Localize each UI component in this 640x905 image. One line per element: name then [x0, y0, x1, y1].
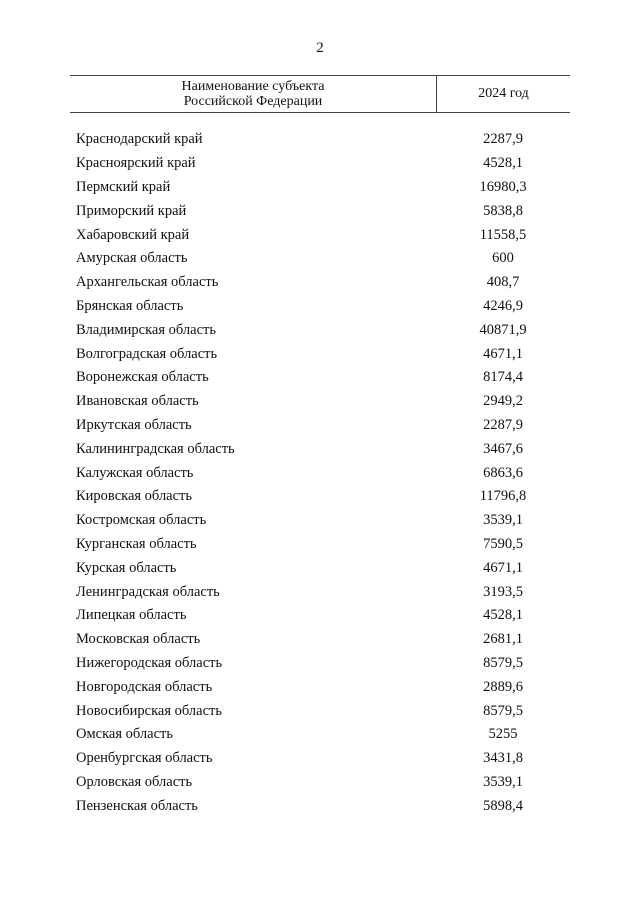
table-row: [70, 604, 570, 628]
table-row: [70, 223, 570, 247]
region-name: Пермский край: [76, 178, 171, 195]
region-value: 408,7: [486, 274, 520, 291]
table-header: [70, 75, 570, 113]
table-row: [70, 437, 570, 461]
region-value: 40871,9: [479, 321, 527, 338]
region-value: 16980,3: [479, 178, 527, 195]
table-row: [70, 652, 570, 676]
table-row: [70, 461, 570, 485]
region-value: 4671,1: [483, 345, 523, 362]
table-row: [70, 366, 570, 390]
region-value: 3193,5: [483, 583, 523, 600]
region-name: Хабаровский край: [76, 226, 190, 243]
region-value: 3467,6: [483, 440, 523, 457]
region-name: Волгоградская область: [76, 345, 218, 362]
region-name: Амурская область: [76, 250, 188, 267]
region-value: 8579,5: [483, 702, 523, 719]
region-name: Пензенская область: [76, 797, 198, 814]
table-row: [70, 771, 570, 795]
region-value: 4671,1: [483, 559, 523, 576]
table-row: [70, 414, 570, 438]
region-name: Брянская область: [76, 297, 184, 314]
table-row: [70, 747, 570, 771]
region-name: Курская область: [76, 559, 177, 576]
region-value: 3539,1: [483, 512, 523, 529]
region-name: Приморский край: [76, 202, 187, 219]
table-row: [70, 295, 570, 319]
region-value: 5838,8: [483, 202, 523, 219]
region-value: 5898,4: [483, 797, 523, 814]
table-row: [70, 533, 570, 557]
region-name: Оренбургская область: [76, 750, 213, 767]
region-name: Новгородская область: [76, 678, 213, 695]
header-region-column: [70, 76, 437, 112]
region-name: Архангельская область: [76, 274, 219, 291]
region-value: 2889,6: [483, 678, 523, 695]
table-row: [70, 390, 570, 414]
region-name: Новосибирская область: [76, 702, 222, 719]
region-value: 8174,4: [483, 369, 523, 386]
region-value: 3431,8: [483, 750, 523, 767]
table-row: [70, 152, 570, 176]
region-name: Ивановская область: [76, 393, 199, 410]
region-value: 2287,9: [483, 416, 523, 433]
region-name: Владимирская область: [76, 321, 216, 338]
table-row: [70, 176, 570, 200]
header-year-column: 2024 год: [478, 86, 529, 101]
region-name: Костромская область: [76, 512, 207, 529]
region-value: 8579,5: [483, 654, 523, 671]
region-value: 4246,9: [483, 297, 523, 314]
region-name: Краснодарский край: [76, 131, 203, 148]
region-name: Московская область: [76, 631, 201, 648]
table-row: [70, 723, 570, 747]
region-value: 11558,5: [479, 226, 527, 243]
table-row: [70, 485, 570, 509]
region-value: 4528,1: [483, 607, 523, 624]
region-name: Омская область: [76, 726, 173, 743]
region-name: Воронежская область: [76, 369, 209, 386]
table-row: [70, 794, 570, 818]
table-row: [70, 199, 570, 223]
table-row: [70, 675, 570, 699]
table-row: [70, 580, 570, 604]
region-name: Липецкая область: [76, 607, 187, 624]
region-value: 2949,2: [483, 393, 523, 410]
table-body: [70, 128, 570, 818]
region-name: Орловская область: [76, 773, 193, 790]
header-region-line2: Российской Федерации: [183, 94, 323, 109]
table-row: [70, 556, 570, 580]
region-value: 4528,1: [483, 155, 523, 172]
table-row: [70, 128, 570, 152]
region-name: Иркутская область: [76, 416, 192, 433]
region-value: 3539,1: [483, 773, 523, 790]
page-number: 2: [316, 40, 324, 56]
table-row: [70, 628, 570, 652]
region-name: Ленинградская область: [76, 583, 220, 600]
table-row: [70, 699, 570, 723]
region-value: 11796,8: [479, 488, 527, 505]
region-value: 600: [492, 250, 514, 267]
table-row: [70, 271, 570, 295]
region-name: Калининградская область: [76, 440, 235, 457]
region-name: Калужская область: [76, 464, 194, 481]
region-value: 2287,9: [483, 131, 523, 148]
region-name: Курганская область: [76, 535, 197, 552]
region-name: Кировская область: [76, 488, 193, 505]
table-row: [70, 342, 570, 366]
table-row: [70, 247, 570, 271]
region-value: 5255: [488, 726, 518, 743]
region-name: Красноярский край: [76, 155, 196, 172]
table-row: [70, 509, 570, 533]
region-value: 7590,5: [483, 535, 523, 552]
region-value: 2681,1: [483, 631, 523, 648]
region-value: 6863,6: [483, 464, 523, 481]
region-name: Нижегородская область: [76, 654, 223, 671]
table-row: [70, 318, 570, 342]
data-table: [70, 75, 570, 818]
header-region-line1: Наименование субъекта: [181, 79, 325, 94]
